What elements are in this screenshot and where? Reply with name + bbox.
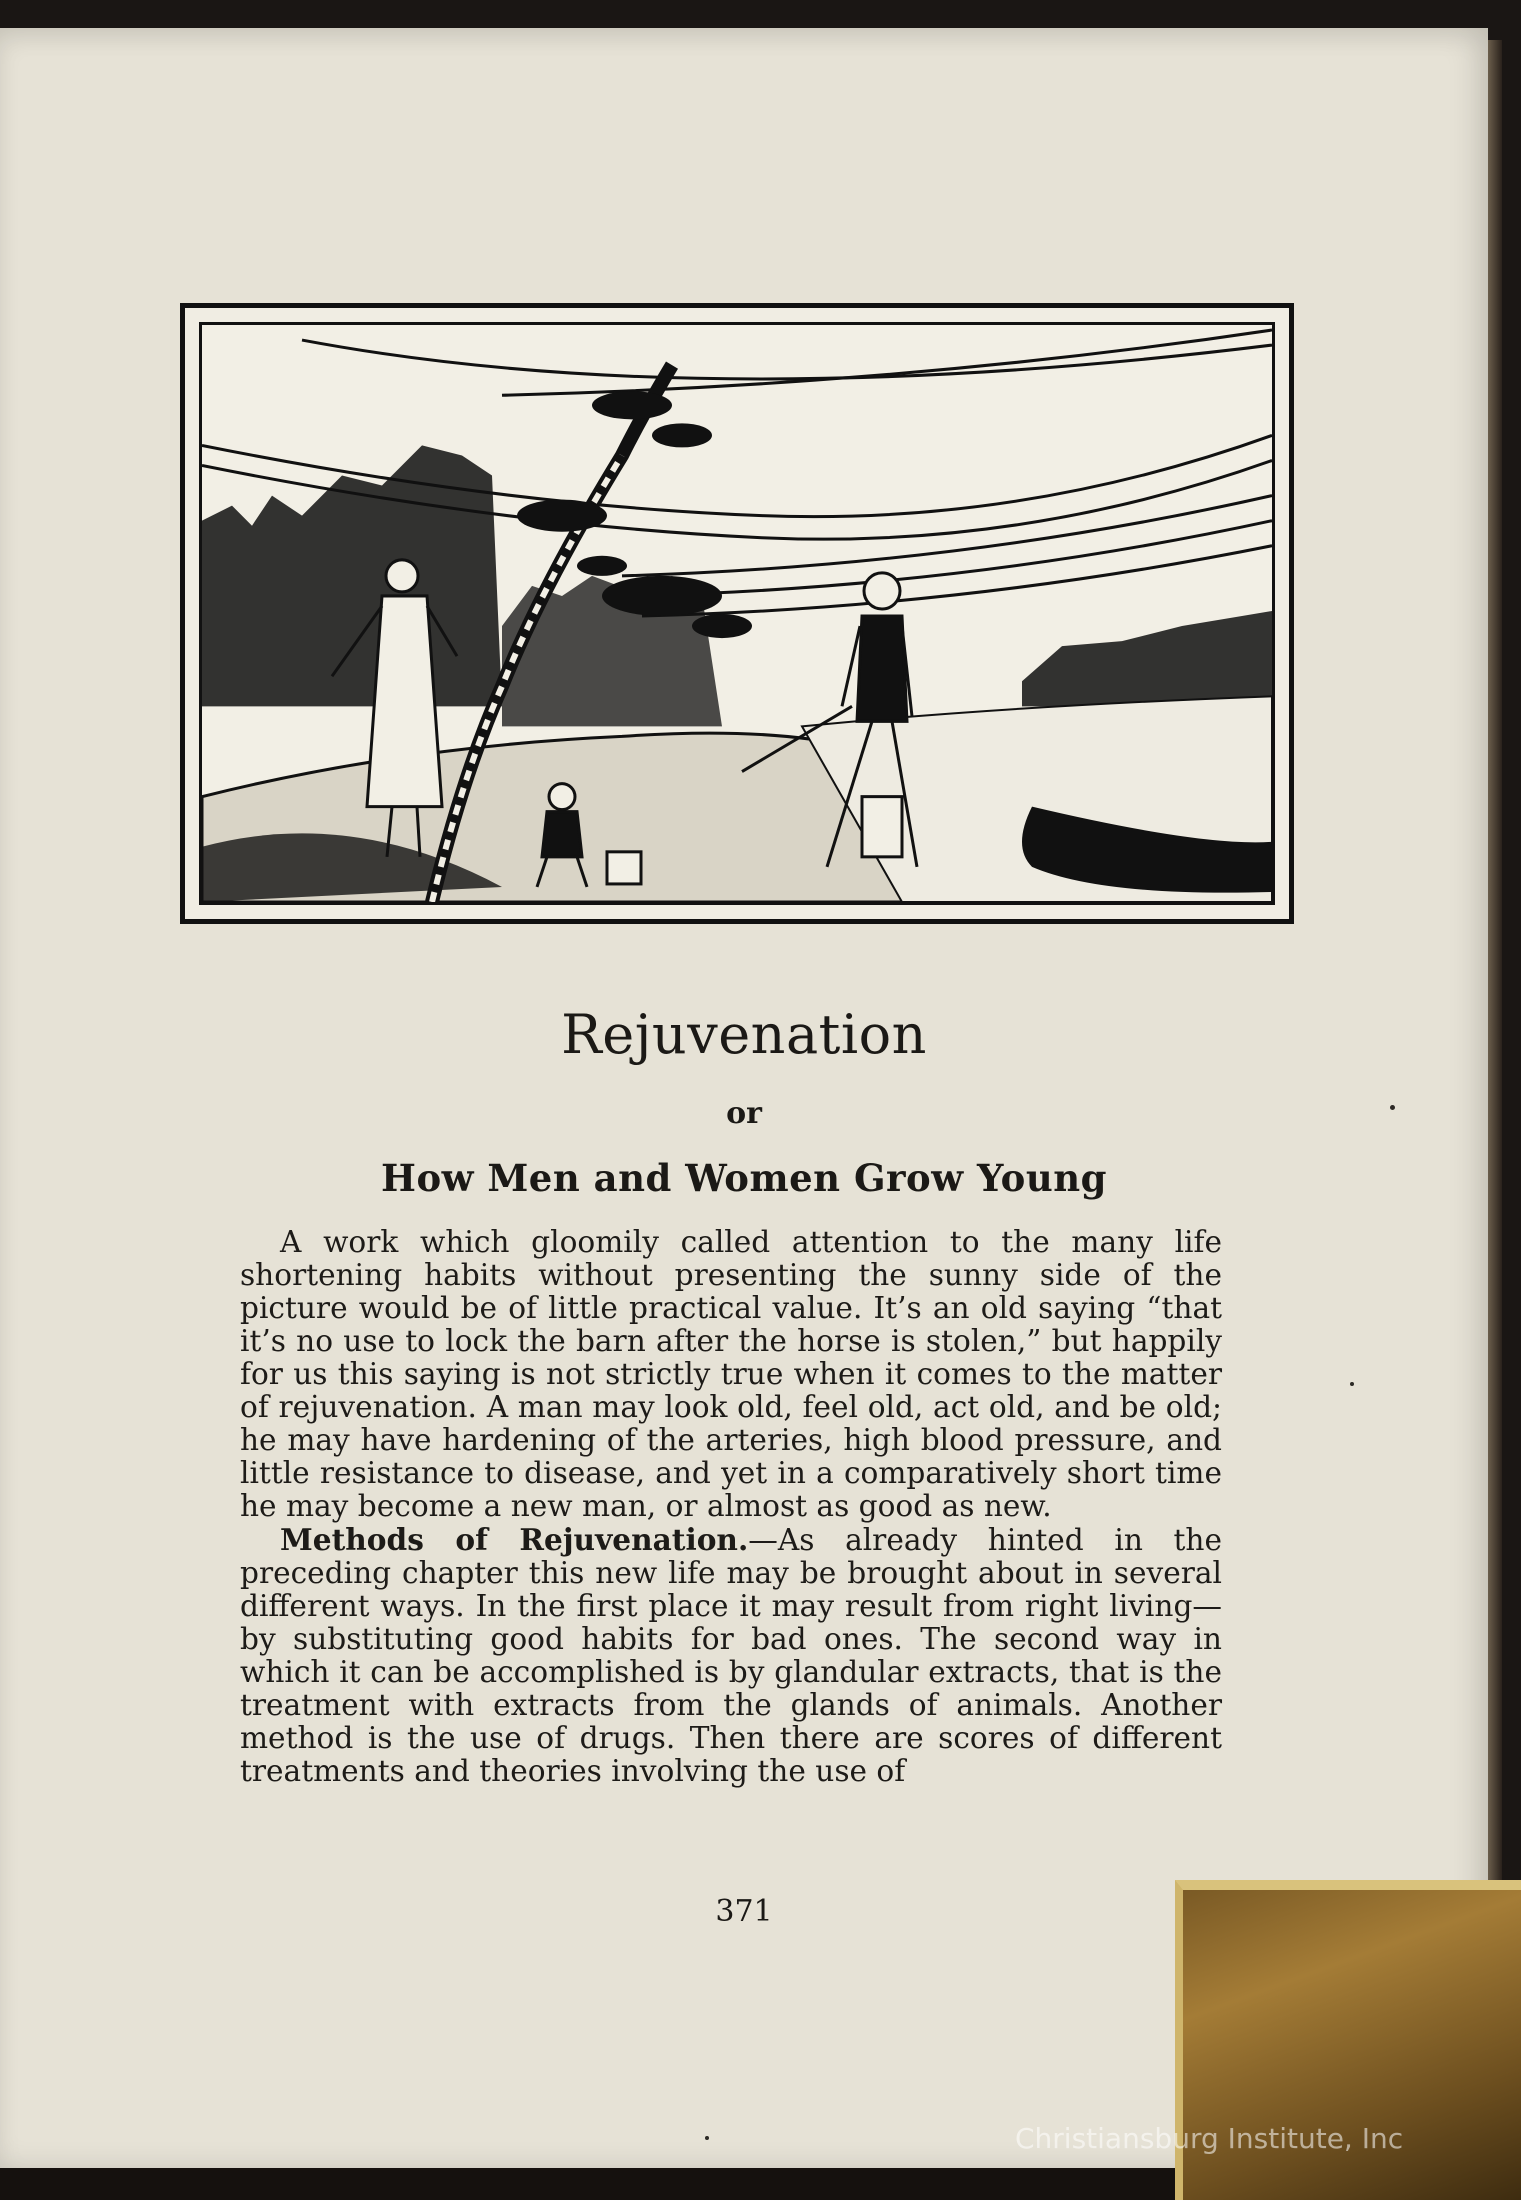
- body-text: [240, 1226, 1222, 1788]
- chapter-title: Rejuvenation: [561, 1003, 927, 1066]
- paragraph-run-in-heading: Methods of Rejuvenation.: [280, 1522, 749, 1557]
- illustration-drawing: [202, 325, 1272, 902]
- page-number: 371: [715, 1894, 773, 1929]
- paper-speck: [1390, 1105, 1395, 1110]
- illustration-inner-frame: [199, 322, 1275, 905]
- paragraph-2-text: —As already hinted in the preceding chapter this new life may be brought about in several different ways. In the first place it may result from right living—by substituting good habits for bad ones. The second way in which it can be accomplished is by glandular extracts, that is the treatment with extracts from the glands of animals. Another method is the use of drugs. Then there are scores of different treatments and theories involving the use of: [240, 1523, 1223, 1788]
- paper-speck: [705, 2136, 709, 2140]
- title-connector: or: [726, 1096, 762, 1131]
- body-paragraph-2: [240, 1523, 1222, 1788]
- chapter-subtitle: How Men and Women Grow Young: [380, 1156, 1107, 1200]
- body-paragraph-1: A work which gloomily called attention to the many life shortening habits without presenting the sunny side of the picture would be of little practical value. It’s an old saying “that it’s no use to lock the barn after the horse is stolen,” but happily for us this saying is not strictly true when it comes to the matter of rejuvenation. A man may look old, feel old, act old, and be old; he may have hardening of the arteries, high blood pressure, and little resistance to disease, and yet in a comparatively short time he may become a new man, or almost as good as new.: [240, 1225, 1222, 1523]
- book-page-edge: [1488, 40, 1502, 2170]
- book-page: [0, 28, 1488, 2168]
- watermark: Christiansburg Institute, Inc: [1015, 2122, 1404, 2155]
- lakeside-family-scene-illustration: [180, 303, 1294, 924]
- book-bottom-edge: [0, 2168, 1180, 2200]
- paper-speck: [1350, 1382, 1354, 1386]
